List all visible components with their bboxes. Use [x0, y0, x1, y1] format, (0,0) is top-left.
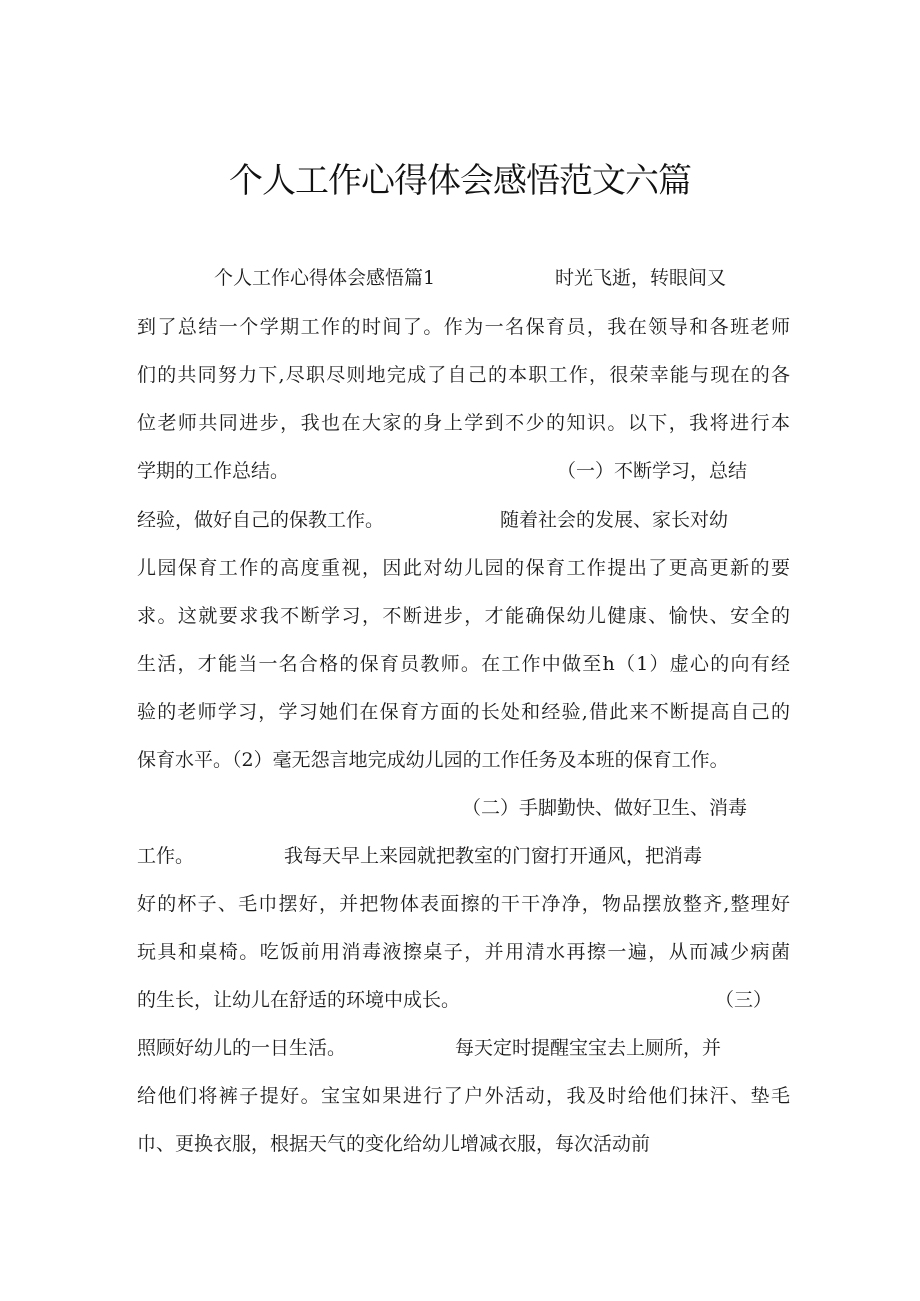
text-line: 验的老师学习，学习她们在保育方面的长处和经验,借此来不断提高自己的: [137, 701, 790, 723]
text-line: 个人工作心得体会感悟篇1: [214, 267, 436, 289]
text-line: 保育水平。（2）毫无怨言地完成幼儿园的工作任务及本班的保育工作。: [137, 749, 729, 771]
text-line: 玩具和桌椅。吃饭前用消毒液擦桌子，并用清水再擦一遍，从而减少病菌: [137, 941, 790, 963]
text-line: 学期的工作总结。: [137, 460, 290, 482]
text-line: （一）不断学习，总结: [557, 460, 748, 482]
text-line: 每天定时提醒宝宝去上厕所，并: [455, 1037, 722, 1059]
text-line: 工作。: [137, 845, 195, 867]
text-line: 生活，才能当一名合格的保育员教师。在工作中做至h（1）虚心的向有经: [137, 653, 790, 675]
text-line: 到了总结一个学期工作的时间了。作为一名保育员，我在领导和各班老师: [137, 316, 790, 338]
text-line: 经验，做好自己的保教工作。: [137, 509, 385, 531]
text-line: 我每天早上来园就把教室的门窗打开通风，把消毒: [284, 845, 703, 867]
text-line: 时光飞逝，转眼间又: [555, 267, 727, 289]
document-title: 个人工作心得体会感悟范文六篇: [229, 161, 691, 201]
text-line: （二）手脚勤快、做好卫生、消毒: [462, 797, 748, 819]
text-line: 随着社会的发展、家长对幼: [500, 509, 729, 531]
text-line: （三）: [715, 989, 773, 1011]
text-line: 好的杯子、毛巾摆好，并把物体表面擦的干干净净，物品摆放整齐,整理好: [137, 893, 790, 915]
text-line: 的生长，让幼儿在舒适的环境中成长。: [137, 989, 461, 1011]
text-line: 位老师共同进步，我也在大家的身上学到不少的知识。以下，我将进行本: [137, 412, 790, 434]
text-line: 照顾好幼儿的一日生活。: [137, 1037, 347, 1059]
text-line: 巾、更换衣服，根据天气的变化给幼儿增减衣服，每次活动前: [137, 1133, 651, 1155]
text-line: 儿园保育工作的高度重视，因此对幼儿园的保育工作提出了更高更新的要: [137, 557, 790, 579]
text-line: 求。这就要求我不断学习，不断进步，才能确保幼儿健康、愉快、安全的: [137, 605, 790, 627]
text-line: 们的共同努力下,尽职尽则地完成了自己的本职工作，很荣幸能与现在的各: [137, 364, 790, 386]
text-line: 给他们将裤子提好。宝宝如果进行了户外活动，我及时给他们抹汗、垫毛: [137, 1085, 790, 1107]
